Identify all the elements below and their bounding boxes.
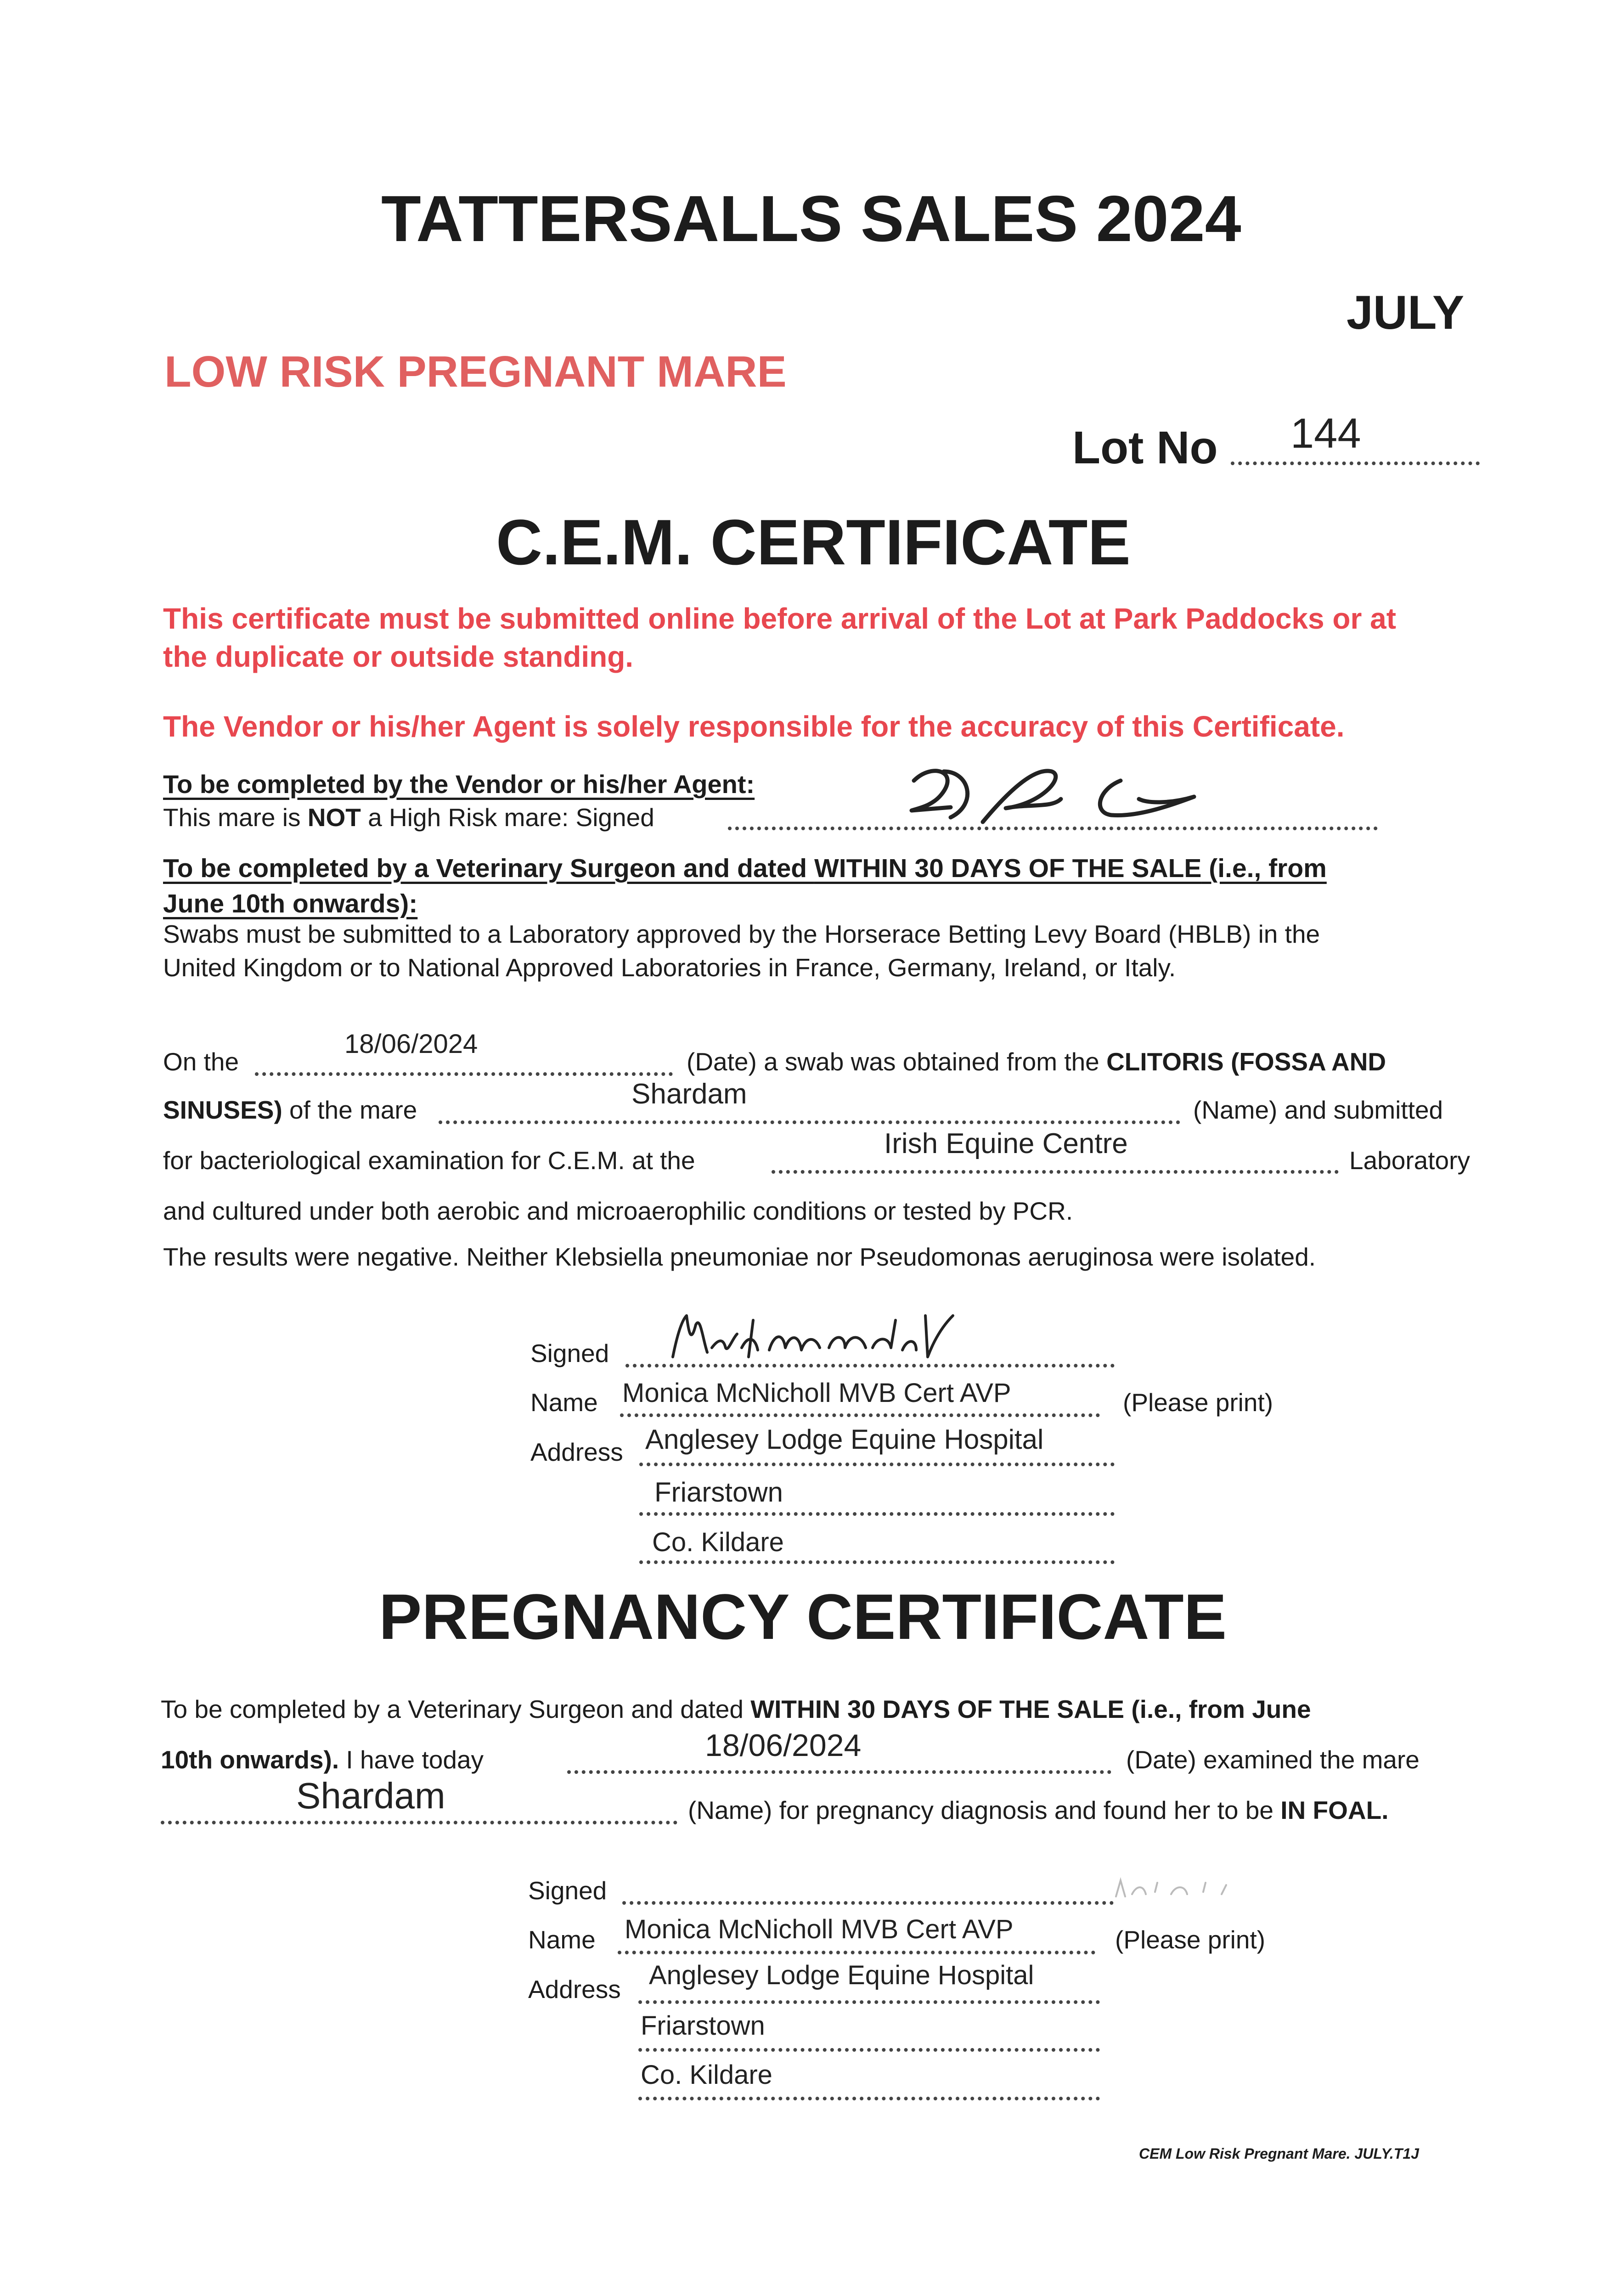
pregnancy-line-2 [161, 1745, 484, 1774]
pregnancy-line-3 [688, 1795, 1388, 1825]
culture-text: and cultured under both aerobic and microaerophilic conditions or tested by PCR. [163, 1197, 1073, 1225]
pregnancy-name-label: Name [528, 1925, 596, 1954]
cem-address-line-1 [639, 1463, 1115, 1466]
form-reference-code: CEM Low Risk Pregnant Mare. JULY.T1J [1139, 2145, 1419, 2162]
cem-address-3: Co. Kildare [652, 1527, 784, 1557]
vet-heading-pre: To be completed by a Veterinary Surgeon and dated [163, 854, 814, 883]
cem-name-label: Name [530, 1388, 598, 1417]
mare-line-label [163, 1095, 417, 1125]
swabs-text-line1: Swabs must be submitted to a Laboratory approved by the Horserace Betting Levy Board (HBLB) in the [163, 920, 1320, 948]
cem-signed-label: Signed [530, 1339, 609, 1367]
cem-name-line [620, 1413, 1100, 1417]
vendor-signature [900, 753, 1203, 831]
pregnancy-address-line-2 [638, 2048, 1100, 2052]
pregnancy-mare-name: Shardam [296, 1775, 445, 1816]
pregnancy-address-1: Anglesey Lodge Equine Hospital [649, 1960, 1034, 1990]
pregnancy-diagnosis-text: (Name) for pregnancy diagnosis and found her to be [688, 1796, 1281, 1824]
in-foal-text: IN FOAL. [1280, 1796, 1389, 1824]
swab-date: 18/06/2024 [344, 1029, 478, 1059]
pregnancy-name-line [618, 1951, 1095, 1954]
cem-address-2: Friarstown [654, 1477, 783, 1508]
laboratory-name: Irish Equine Centre [884, 1128, 1128, 1159]
bacteriological-text: for bacteriological examination for C.E.M. at the [163, 1146, 695, 1175]
name-submitted-text: (Name) and submitted [1193, 1096, 1443, 1124]
lot-number: 144 [1290, 410, 1361, 457]
sale-month: JULY [1347, 286, 1465, 339]
pregnancy-line-1-within: WITHIN 30 DAYS OF THE SALE (i.e., from June [750, 1695, 1311, 1723]
pregnancy-vet-signature [1111, 1874, 1249, 1906]
pregnancy-certificate-title: PREGNANCY CERTIFICATE [379, 1581, 1227, 1653]
pregnancy-address-line-3 [638, 2097, 1100, 2100]
certificate-category: LOW RISK PREGNANT MARE [164, 347, 787, 396]
pregnancy-examined-text: (Date) examined the mare [1126, 1745, 1420, 1774]
cem-please-print: (Please print) [1123, 1388, 1273, 1417]
pregnancy-line-2-date-range: 10th onwards). [161, 1745, 339, 1774]
sinuses-text: SINUSES) [163, 1096, 282, 1124]
swabs-text-line2: United Kingdom or to National Approved Laboratories in France, Germany, Ireland, or Italy. [163, 953, 1176, 982]
on-the-label: On the [163, 1047, 239, 1076]
cem-address-label: Address [530, 1438, 623, 1466]
responsibility-notice: The Vendor or his/her Agent is solely responsible for the accuracy of this Certificate. [163, 710, 1345, 743]
pregnancy-signed-label: Signed [528, 1876, 607, 1905]
pregnancy-address-2: Friarstown [641, 2011, 765, 2041]
lot-dotted-line [1231, 461, 1480, 465]
vendor-declaration-post: a High Risk mare: Signed [361, 803, 654, 832]
results-text: The results were negative. Neither Klebsiella pneumoniae nor Pseudomonas aeruginosa were isolated. [163, 1243, 1316, 1271]
pregnancy-line-1 [161, 1694, 1311, 1724]
vet-heading-post: (i.e., from [1201, 854, 1327, 883]
swab-date-line [255, 1072, 673, 1076]
pregnancy-please-print: (Please print) [1115, 1925, 1266, 1954]
swab-site: CLITORIS (FOSSA AND [1106, 1047, 1386, 1076]
lot-label: Lot No [1072, 422, 1218, 473]
vendor-declaration-not: NOT [307, 803, 361, 832]
pregnancy-line-2-today: I have today [339, 1745, 484, 1774]
laboratory-label: Laboratory [1349, 1146, 1470, 1175]
vendor-section-heading: To be completed by the Vendor or his/her Agent: [163, 770, 755, 799]
pregnancy-signed-line [622, 1901, 1114, 1905]
pregnancy-address-line-1 [638, 2000, 1100, 2004]
pregnancy-date-line [567, 1770, 1111, 1774]
cem-address-line-2 [639, 1512, 1115, 1516]
pregnancy-address-3: Co. Kildare [641, 2060, 772, 2090]
swab-obtained-text: (Date) a swab was obtained from the [687, 1047, 1107, 1076]
submission-notice-line2: the duplicate or outside standing. [163, 640, 634, 673]
of-the-mare-text: of the mare [282, 1096, 417, 1124]
vet-section-heading-line2: June 10th onwards): [163, 889, 418, 918]
pregnancy-mare-name-line [161, 1821, 677, 1824]
vet-heading-within: WITHIN 30 DAYS OF THE SALE [814, 854, 1202, 883]
vendor-declaration [163, 803, 654, 832]
cem-vet-name: Monica McNicholl MVB Cert AVP [622, 1378, 1011, 1408]
cem-address-line-3 [639, 1560, 1115, 1564]
vet-section-heading [163, 853, 1327, 884]
cem-mare-name: Shardam [631, 1078, 747, 1110]
cem-address-1: Anglesey Lodge Equine Hospital [645, 1424, 1044, 1455]
vendor-declaration-pre: This mare is [163, 803, 308, 832]
submission-notice-line1: This certificate must be submitted online before arrival of the Lot at Park Paddocks or at [163, 602, 1397, 635]
swab-date-post [687, 1047, 1386, 1076]
pregnancy-vet-name: Monica McNicholl MVB Cert AVP [625, 1914, 1014, 1944]
pregnancy-address-label: Address [528, 1975, 621, 2003]
cem-mare-name-line [439, 1120, 1180, 1124]
document-title: TATTERSALLS SALES 2024 [381, 182, 1241, 255]
laboratory-line [772, 1170, 1339, 1174]
cem-certificate-title: C.E.M. CERTIFICATE [496, 506, 1131, 578]
cem-vet-signature [668, 1306, 962, 1366]
pregnancy-date: 18/06/2024 [705, 1728, 862, 1763]
pregnancy-line-1-pre: To be completed by a Veterinary Surgeon and dated [161, 1695, 751, 1723]
